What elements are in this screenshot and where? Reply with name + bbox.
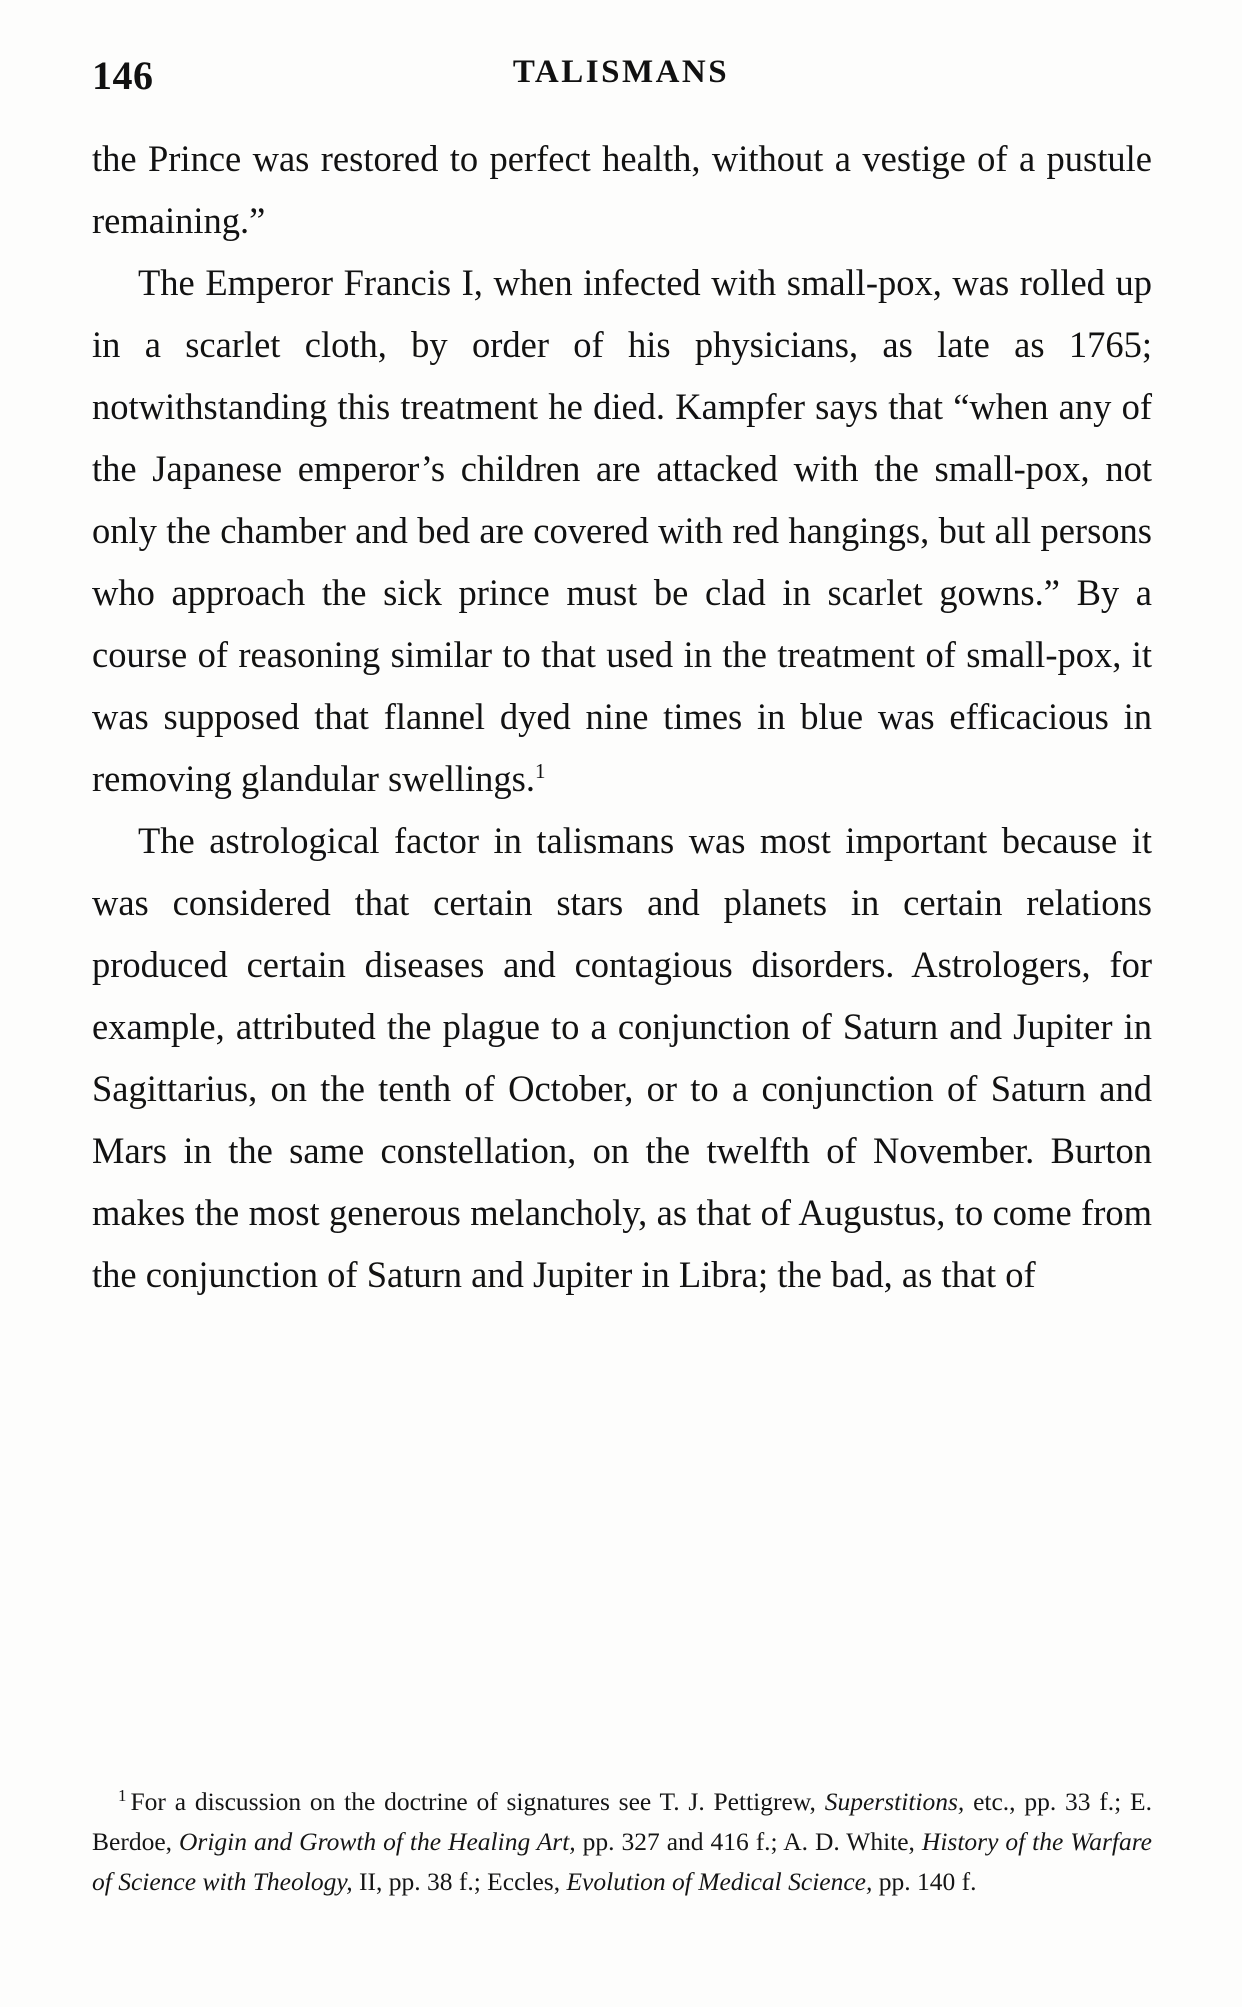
- footnote-block: [92, 1782, 1152, 1902]
- paragraph: The astrological factor in talismans was most important because it was considered that certain stars and planets in certain relations produced certain diseases and contagious disorders. Astrologers, for example, attributed the plague to a conjunction of Saturn and Jupiter in Sagittarius, on the tenth of October, or to a conjunction of Saturn and Mars in the same constellation, on the twelfth of November. Burton makes the most generous melancholy, as that of Augustus, to come from the conjunction of Saturn and Jupiter in Libra; the bad, as that of: [92, 820, 1152, 1295]
- running-head: TALISMANS: [512, 54, 730, 90]
- paragraph-text: The Emperor Francis I, when infected with small-pox, was rolled up in a scarlet cloth, by order of his physicians, as late as 1765; notwithstanding this treatment he died. Kampfer says that “when any of the Japanese emperor’s children are attacked with the small-pox, not only the chamber and bed are covered with red hangings, but all persons who approach the sick prince must be clad in scarlet gowns.” By a course of reasoning similar to that used in the treatment of small-pox, it was supposed that flannel dyed nine times in blue was efficacious in removing glandular swellings.: [92, 262, 1152, 799]
- footnote-segment: pp. 327 and 416 f.; A. D. White,: [575, 1827, 922, 1856]
- footnote-reference: 1: [535, 758, 546, 783]
- footnote-segment: pp. 140 f.: [872, 1867, 977, 1896]
- footnote-segment: II, pp. 38 f.; Eccles,: [352, 1867, 567, 1896]
- body-text: [92, 128, 1152, 1306]
- page-header: [0, 28, 1242, 98]
- paragraph: the Prince was restored to perfect health, without a vestige of a pustule remaining.”: [92, 138, 1152, 241]
- footnote-segment-italic: History of the Warfare of Science with Theology,: [92, 1827, 1152, 1896]
- page-number: 146: [92, 53, 154, 98]
- footnote-segment: For a discussion on the doctrine of signatures see T. J. Pettigrew,: [130, 1787, 825, 1816]
- footnote-segment-italic: Superstitions,: [824, 1787, 965, 1816]
- footnote-marker: 1: [118, 1785, 127, 1805]
- footnote-segment: etc., pp. 33 f.; E. Berdoe,: [92, 1787, 1152, 1856]
- paragraph: [92, 252, 1152, 810]
- footnote-segment-italic: Evolution of Medical Science,: [566, 1867, 873, 1896]
- footnote-segment-italic: Origin and Growth of the Healing Art,: [178, 1827, 576, 1856]
